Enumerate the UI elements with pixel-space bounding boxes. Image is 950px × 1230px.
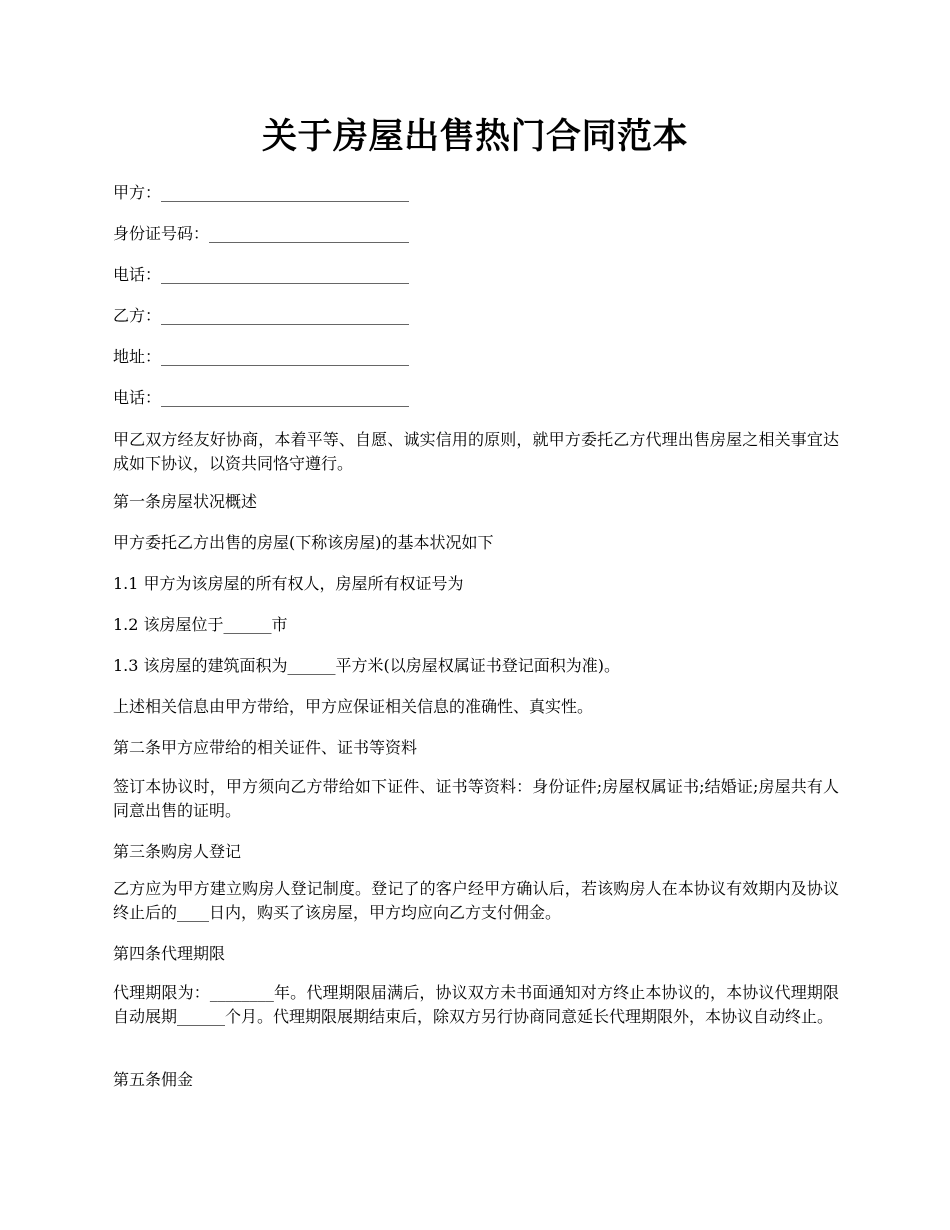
clause-1-2: 1.2 该房屋位于______市: [113, 615, 288, 634]
article-3-heading: 第三条购房人登记: [113, 842, 242, 861]
article-2-paragraph: 签订本协议时，甲方须向乙方带给如下证件、证书等资料：身份证件;房屋权属证书;结婚证;房屋共有人同意出售的证明。: [113, 777, 839, 820]
address-field: 地址：_______________________________: [113, 347, 410, 366]
party-a-field: 甲方：_______________________________: [113, 183, 410, 202]
article-3-paragraph: 乙方应为甲方建立购房人登记制度。登记了的客户经甲方确认后，若该购房人在本协议有效期内及协议终止后的____日内，购买了该房屋，甲方均应向乙方支付佣金。: [113, 879, 839, 922]
party-b-field: 乙方：_______________________________: [113, 306, 410, 325]
info-accuracy-paragraph: 上述相关信息由甲方带给，甲方应保证相关信息的准确性、真实性。: [113, 697, 594, 716]
article-1-heading: 第一条房屋状况概述: [113, 492, 258, 511]
clause-1-3: 1.3 该房屋的建筑面积为______平方米(以房屋权属证书登记面积为准)。: [113, 656, 621, 675]
article-4-heading: 第四条代理期限: [113, 944, 226, 963]
article-5-heading: 第五条佣金: [113, 1070, 194, 1089]
id-number-field: 身份证号码：_________________________: [113, 224, 410, 243]
party-a-phone-field: 电话：_______________________________: [113, 265, 410, 284]
article-4-paragraph: 代理期限为：________年。代理期限届满后，协议双方未书面通知对方终止本协议的，本协议代理期限自动展期______个月。代理期限展期结束后，除双方另行协商同意延长代理期限外，本协议自动终止。: [113, 983, 839, 1026]
intro-paragraph: 甲乙双方经友好协商，本着平等、自愿、诚实信用的原则，就甲方委托乙方代理出售房屋之相关事宜达成如下协议，以资共同恪守遵行。: [113, 430, 839, 473]
clause-1-1: 1.1 甲方为该房屋的所有权人，房屋所有权证号为: [113, 574, 464, 593]
document-title: 关于房屋出售热门合同范本: [261, 116, 688, 157]
article-2-heading: 第二条甲方应带给的相关证件、证书等资料: [113, 738, 418, 757]
party-b-phone-field: 电话：_______________________________: [113, 388, 410, 407]
article-1-paragraph: 甲方委托乙方出售的房屋(下称该房屋)的基本状况如下: [113, 533, 494, 552]
